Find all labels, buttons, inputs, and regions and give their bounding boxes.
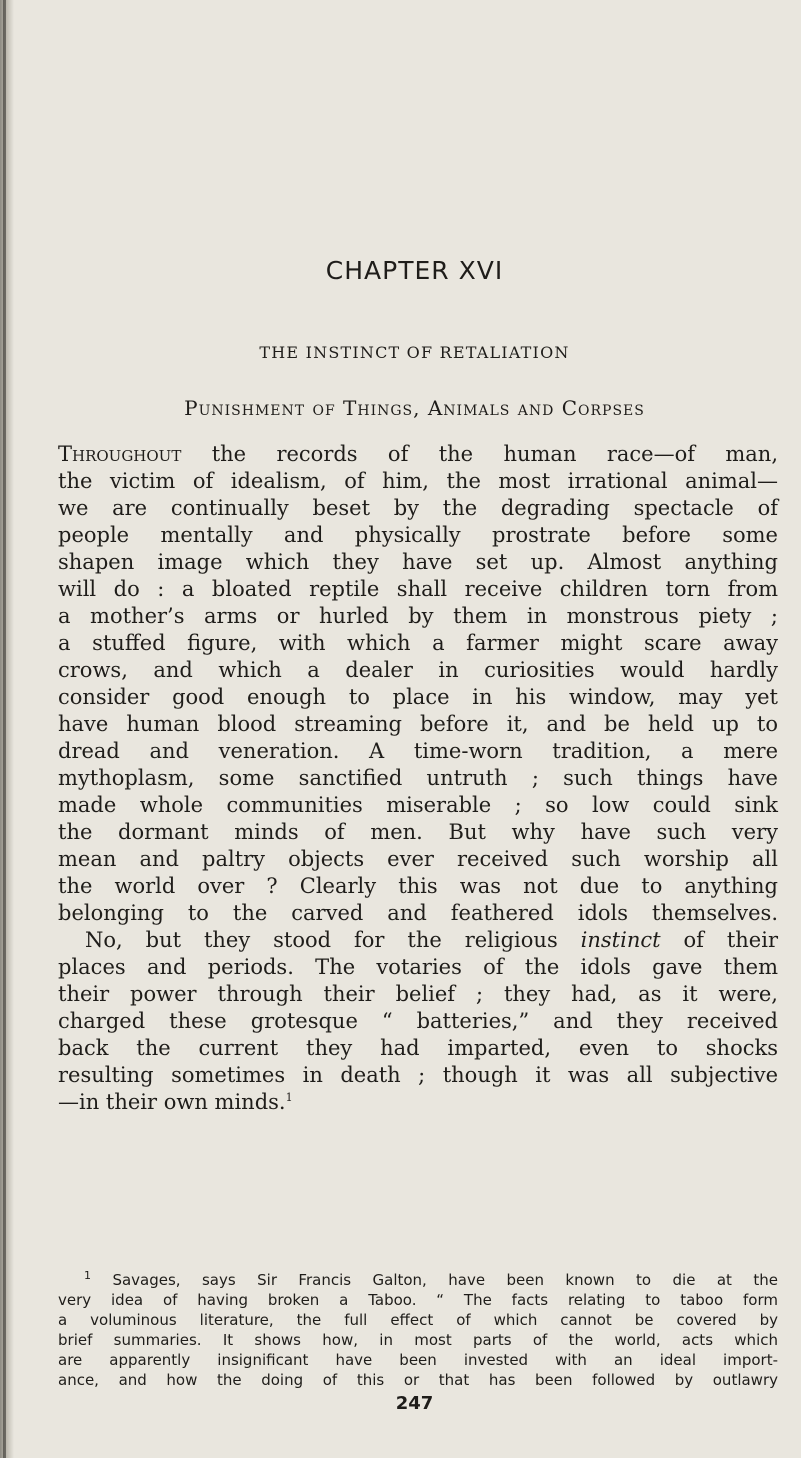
body-line: the victim of idealism, of him, the most irrational animal— xyxy=(58,469,778,493)
body-line: charged these grotesque “ batteries,” and they received xyxy=(58,1009,778,1033)
body-line: have human blood streaming before it, and be held up to xyxy=(58,712,778,736)
footnote-text: Savages, says Sir Francis Galton, have been known to die at the xyxy=(91,1271,778,1289)
body-line: we are continually beset by the degrading spectacle of xyxy=(58,496,778,520)
footnote xyxy=(58,1270,778,1390)
body-line: resulting sometimes in death ; though it was all subjective xyxy=(58,1063,778,1087)
body-line-text: —in their own minds. xyxy=(58,1090,286,1114)
body-line xyxy=(58,1089,778,1116)
footnote-marker: 1 xyxy=(84,1269,91,1282)
body-line: their power through their belief ; they had, as it were, xyxy=(58,982,778,1006)
body-line: dread and veneration. A time-worn tradition, a mere xyxy=(58,739,778,763)
body-line-text: of their xyxy=(660,928,778,952)
body-line: mean and paltry objects ever received such worship all xyxy=(58,847,778,871)
body-line: consider good enough to place in his window, may yet xyxy=(58,685,778,709)
section-heading: Punishment of Things, Animals and Corpses xyxy=(184,396,645,420)
body-line xyxy=(58,441,778,468)
body-line-text: No, but they stood for the religious xyxy=(85,928,581,952)
body-line: made whole communities miserable ; so low could sink xyxy=(58,793,778,817)
footnote-line: very idea of having broken a Taboo. “ The facts relating to taboo form xyxy=(58,1291,778,1309)
footnote-line: brief summaries. It shows how, in most parts of the world, acts which xyxy=(58,1331,778,1349)
lead-word: Throughout xyxy=(58,442,182,466)
footnote-reference: 1 xyxy=(285,1091,293,1104)
footnote-line: ance, and how the doing of this or that has been followed by outlawry xyxy=(58,1371,778,1389)
body-line: will do : a bloated reptile shall receive children torn from xyxy=(58,577,778,601)
body-line: places and periods. The votaries of the idols gave them xyxy=(58,955,778,979)
body-line xyxy=(58,927,778,954)
body-line: belonging to the carved and feathered idols themselves. xyxy=(58,901,778,925)
body-text xyxy=(58,441,778,1116)
body-line: a stuffed figure, with which a farmer might scare away xyxy=(58,631,778,655)
page-number: 247 xyxy=(395,1393,434,1414)
footnote-line: are apparently insignificant have been invested with an ideal import- xyxy=(58,1351,778,1369)
binding-shadow xyxy=(3,0,6,1458)
footnote-line xyxy=(58,1270,778,1290)
body-line: a mother’s arms or hurled by them in monstrous piety ; xyxy=(58,604,778,628)
body-line: mythoplasm, some sanctified untruth ; such things have xyxy=(58,766,778,790)
body-line: the dormant minds of men. But why have such very xyxy=(58,820,778,844)
chapter-subtitle: THE INSTINCT OF RETALIATION xyxy=(259,343,570,362)
body-line: people mentally and physically prostrate before some xyxy=(58,523,778,547)
footnote-line: a voluminous literature, the full effect of which cannot be covered by xyxy=(58,1311,778,1329)
body-line: back the current they had imparted, even to shocks xyxy=(58,1036,778,1060)
body-line-text: the records of the human race—of man, xyxy=(181,442,778,466)
emphasis-instinct: instinct xyxy=(580,928,661,952)
body-line: crows, and which a dealer in curiosities would hardly xyxy=(58,658,778,682)
body-line: the world over ? Clearly this was not due to anything xyxy=(58,874,778,898)
body-line: shapen image which they have set up. Almost anything xyxy=(58,550,778,574)
chapter-heading: CHAPTER XVI xyxy=(325,256,504,285)
